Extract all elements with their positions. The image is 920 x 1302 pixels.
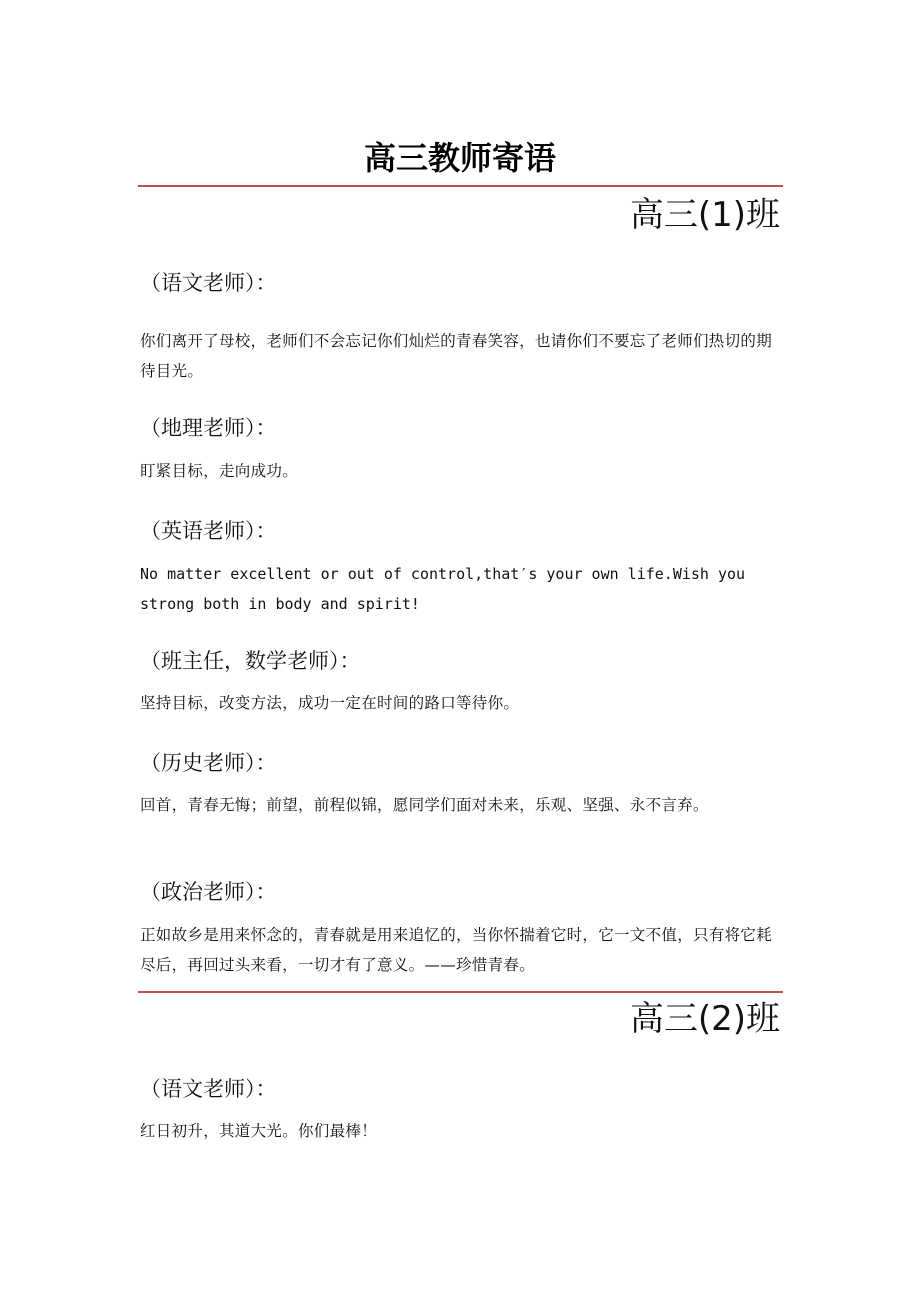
teacher-message: 正如故乡是用来怀念的，青春就是用来追忆的，当你怀揣着它时，它一文不值，只有将它耗尽后，再回过头来看，一切才有了意义。——珍惜青春。 bbox=[140, 926, 773, 974]
teacher-label: （历史老师）： bbox=[140, 751, 277, 775]
section-divider bbox=[138, 185, 783, 187]
teacher-label: （语文老师）： bbox=[140, 1077, 277, 1101]
teacher-message: 坚持目标，改变方法，成功一定在时间的路口等待你。 bbox=[140, 694, 520, 712]
teacher-message: 你们离开了母校，老师们不会忘记你们灿烂的青春笑容，也请你们不要忘了老师们热切的期待目光。 bbox=[140, 332, 773, 380]
teacher-message: 红日初升，其道大光。你们最棒！ bbox=[140, 1122, 378, 1140]
teacher-label: （地理老师）： bbox=[140, 416, 277, 440]
teacher-label: （政治老师）： bbox=[140, 880, 277, 904]
teacher-label: （班主任，数学老师）： bbox=[140, 649, 361, 673]
section-divider bbox=[138, 991, 783, 993]
document-title: 高三教师寄语 bbox=[363, 139, 556, 177]
teacher-message: 回首，青春无悔；前望，前程似锦，愿同学们面对未来，乐观、坚强、永不言弃。 bbox=[140, 796, 709, 814]
teacher-label: （语文老师）： bbox=[140, 271, 277, 295]
teacher-message: 盯紧目标，走向成功。 bbox=[140, 462, 299, 480]
teacher-message: No matter excellent or out of control,that′s your own life.Wish you strong both in body and spirit! bbox=[140, 565, 746, 613]
class-heading-2: 高三(2)班 bbox=[629, 999, 780, 1039]
teacher-label: （英语老师）： bbox=[140, 519, 277, 543]
class-heading-1: 高三(1)班 bbox=[629, 195, 780, 235]
